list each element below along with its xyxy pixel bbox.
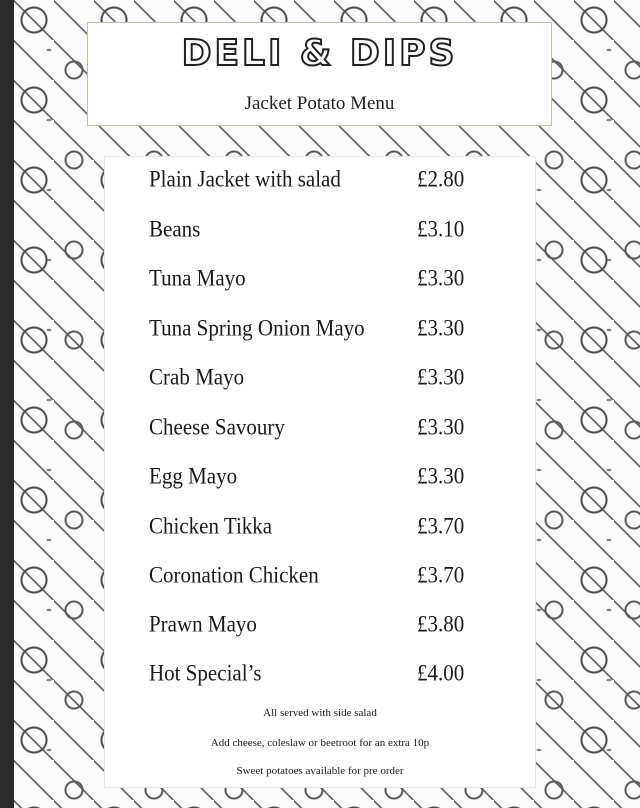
menu-item xyxy=(105,610,535,640)
item-price: £4.00 xyxy=(417,659,465,686)
item-name: Egg Mayo xyxy=(149,462,238,489)
item-name: Tuna Spring Onion Mayo xyxy=(149,314,365,341)
item-price: £3.80 xyxy=(417,610,465,637)
item-price: £3.30 xyxy=(417,264,465,291)
item-name: Hot Special’s xyxy=(149,659,262,686)
menu-card xyxy=(104,156,536,788)
item-name: Cheese Savoury xyxy=(149,413,285,440)
menu-item xyxy=(105,215,535,245)
item-name: Plain Jacket with salad xyxy=(149,165,341,192)
menu-item xyxy=(105,512,535,542)
item-price: £3.30 xyxy=(417,462,465,489)
item-name: Beans xyxy=(149,215,201,242)
item-name: Crab Mayo xyxy=(149,363,245,390)
footnote-extras: Add cheese, coleslaw or beetroot for an extra 10p xyxy=(210,737,430,749)
item-price: £3.30 xyxy=(417,413,465,440)
menu-item xyxy=(105,413,535,443)
item-name: Chicken Tikka xyxy=(149,512,273,539)
item-price: £3.30 xyxy=(417,363,465,390)
brand-title: DELI & DIPS xyxy=(181,33,458,74)
menu-item xyxy=(105,659,535,689)
menu-item xyxy=(105,165,535,195)
menu-item xyxy=(105,314,535,344)
footnote-sweet-potatoes: Sweet potatoes available for pre order xyxy=(236,765,404,777)
item-price: £3.10 xyxy=(417,215,465,242)
menu-item xyxy=(105,363,535,393)
item-price: £3.70 xyxy=(417,512,465,539)
item-price: £2.80 xyxy=(417,165,465,192)
menu-item xyxy=(105,462,535,492)
item-price: £3.30 xyxy=(417,314,465,341)
menu-item xyxy=(105,264,535,294)
menu-subtitle: Jacket Potato Menu xyxy=(244,93,395,114)
item-name: Prawn Mayo xyxy=(149,610,257,637)
left-edge-strip xyxy=(0,0,14,808)
menu-item xyxy=(105,561,535,591)
footnote-side-salad: All served with side salad xyxy=(263,707,377,719)
header-card xyxy=(87,22,552,126)
item-name: Coronation Chicken xyxy=(149,561,319,588)
item-name: Tuna Mayo xyxy=(149,264,246,291)
item-price: £3.70 xyxy=(417,561,465,588)
